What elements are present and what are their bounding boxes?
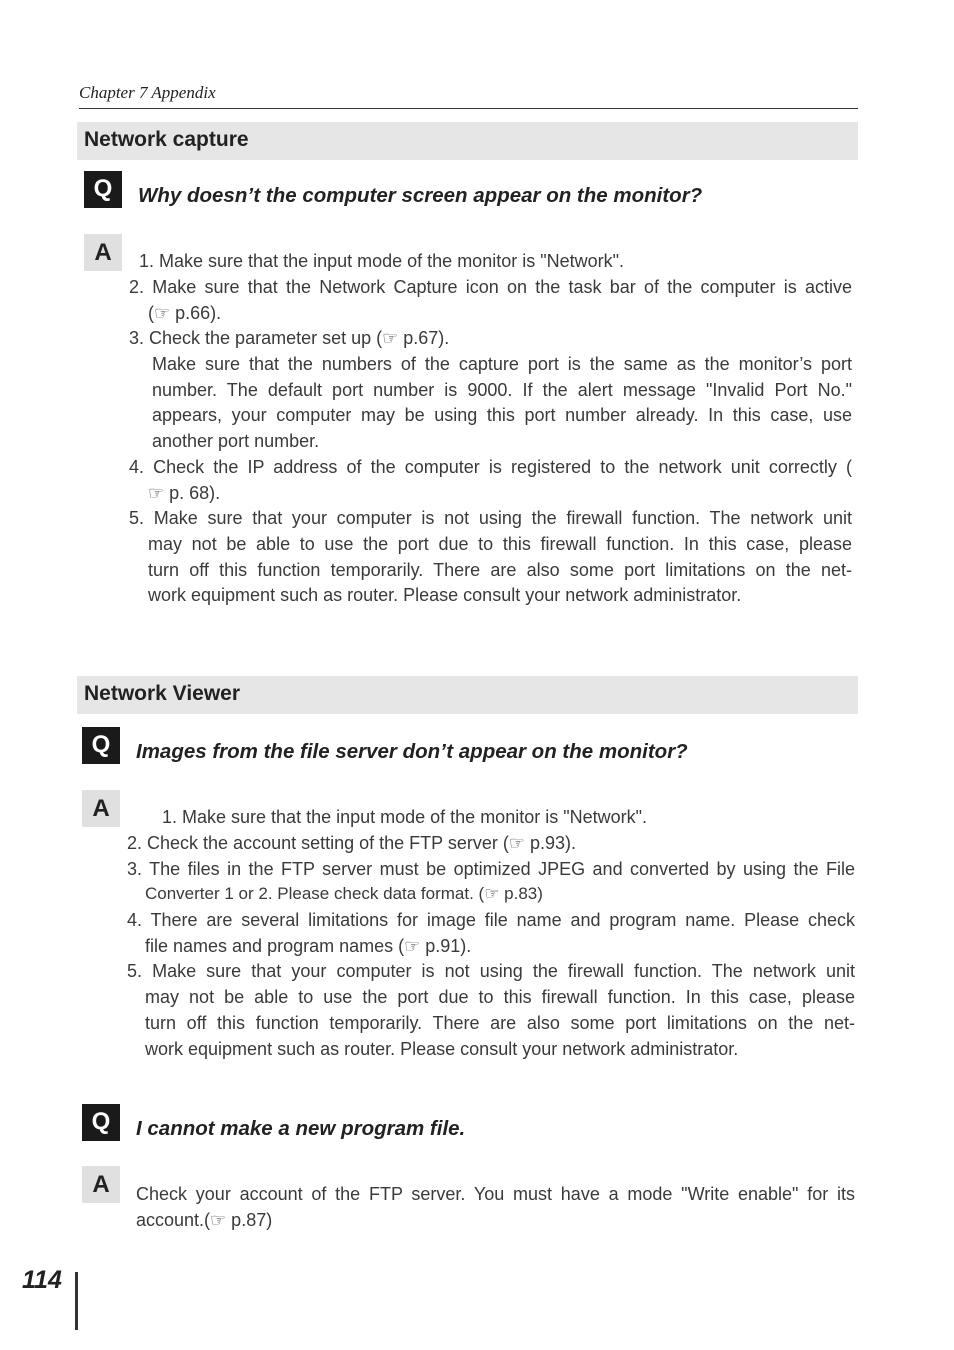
answer-line: Make sure that the numbers of the capture port is the same as the monitor’s port bbox=[152, 354, 852, 374]
answer-line: work equipment such as router. Please consult your network administrator. bbox=[145, 1039, 739, 1059]
answer-line: (☞ p.66). bbox=[148, 303, 222, 323]
question-badge: Q bbox=[82, 727, 120, 764]
answer-badge: A bbox=[84, 234, 122, 271]
page-number: 114 bbox=[22, 1266, 62, 1294]
question-badge: Q bbox=[82, 1104, 120, 1141]
answer-line: 1. Make sure that the input mode of the monitor is "Network". bbox=[162, 807, 648, 827]
answer-line: another port number. bbox=[152, 431, 320, 451]
page-number-bar bbox=[75, 1272, 78, 1330]
answer-line: turn off this function temporarily. There are also some port limitations on the net- bbox=[145, 1013, 855, 1033]
answer-line: appears, your computer may be using this port number already. In this case, use bbox=[152, 405, 852, 425]
question-text: I cannot make a new program file. bbox=[136, 1117, 466, 1140]
section-band-network-capture bbox=[77, 122, 858, 160]
answer-line: 4. There are several limitations for image file name and program name. Please check bbox=[127, 910, 855, 930]
section-band-network-viewer bbox=[77, 676, 858, 714]
answer-line: may not be able to use the port due to this firewall function. In this case, please bbox=[148, 534, 852, 554]
answer-line: ☞ p. 68). bbox=[148, 483, 221, 503]
answer-line: 5. Make sure that your computer is not using the firewall function. The network unit bbox=[129, 508, 852, 528]
answer-line: 2. Check the account setting of the FTP server (☞ p.93). bbox=[127, 833, 577, 853]
answer-line: 3. The files in the FTP server must be optimized JPEG and converted by using the File bbox=[127, 859, 855, 879]
answer-line: may not be able to use the port due to this firewall function. In this case, please bbox=[145, 987, 855, 1007]
answer-line: file names and program names (☞ p.91). bbox=[145, 936, 472, 956]
answer-line: number. The default port number is 9000. If the alert message "Invalid Port No." bbox=[152, 380, 852, 400]
answer-line: 4. Check the IP address of the computer is registered to the network unit correctly ( bbox=[129, 457, 852, 477]
answer-line: work equipment such as router. Please consult your network administrator. bbox=[148, 585, 742, 605]
question-badge: Q bbox=[84, 171, 122, 208]
section-title: Network capture bbox=[84, 128, 249, 151]
question-text: Images from the file server don’t appear on the monitor? bbox=[136, 740, 688, 763]
answer-line: 3. Check the parameter set up (☞ p.67). bbox=[129, 328, 450, 348]
answer-line: Converter 1 or 2. Please check data format. (☞ p.83) bbox=[145, 884, 543, 903]
section-title: Network Viewer bbox=[84, 682, 241, 705]
answer-line: Check your account of the FTP server. You must have a mode "Write enable" for its bbox=[136, 1184, 855, 1204]
question-text: Why doesn’t the computer screen appear on the monitor? bbox=[138, 184, 703, 207]
answer-line: account.(☞ p.87) bbox=[136, 1210, 273, 1230]
answer-badge: A bbox=[82, 790, 120, 827]
answer-line: 5. Make sure that your computer is not using the firewall function. The network unit bbox=[127, 961, 855, 981]
answer-badge: A bbox=[82, 1166, 120, 1203]
header-rule bbox=[79, 108, 858, 109]
answer-line: 1. Make sure that the input mode of the monitor is "Network". bbox=[139, 251, 625, 271]
answer-line: 2. Make sure that the Network Capture icon on the task bar of the computer is active bbox=[129, 277, 852, 297]
answer-line: turn off this function temporarily. There are also some port limitations on the net- bbox=[148, 560, 852, 580]
chapter-header: Chapter 7 Appendix bbox=[79, 83, 216, 102]
